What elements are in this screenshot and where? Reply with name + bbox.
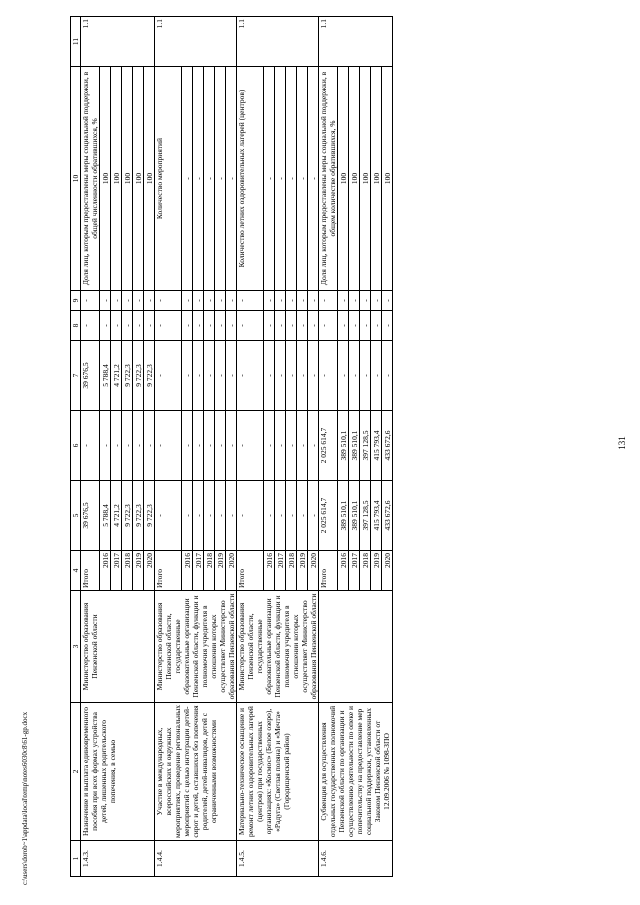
value-c8: - <box>111 311 122 341</box>
total-c5: - <box>155 481 182 551</box>
total-c9: - <box>155 291 182 311</box>
value-c5: 4 721,2 <box>111 481 122 551</box>
executor <box>319 591 393 703</box>
column-number: 8 <box>71 311 81 341</box>
column-number: 11 <box>71 17 81 67</box>
value-c5: 9 722,3 <box>144 481 155 551</box>
value-c8: - <box>193 311 204 341</box>
total-c6: - <box>81 411 100 481</box>
year-cell: 2020 <box>382 551 393 591</box>
indicator-value: 100 <box>382 67 393 291</box>
activity-name: Материально-техническое оснащение и ремонт летних оздоровительных лагерей (центров) при государственных организациях: «Космос» (Белое озеро), «Радуга» (Светлая поляна) и «Мечта» (Городищенский район) <box>237 703 319 841</box>
year-cell: 2016 <box>264 551 275 591</box>
value-c9: - <box>286 291 297 311</box>
total-c8: - <box>155 311 182 341</box>
value-c6: 389 510,1 <box>338 411 349 481</box>
column-number: 10 <box>71 67 81 291</box>
value-c9: - <box>193 291 204 311</box>
indicator-value: 100 <box>338 67 349 291</box>
value-c8: - <box>215 311 226 341</box>
value-c6: - <box>182 411 193 481</box>
value-c8: - <box>122 311 133 341</box>
value-c7: - <box>275 341 286 411</box>
indicator-name: Количество летних оздоровительных лагерей (центров) <box>237 67 264 291</box>
total-c8: - <box>319 311 338 341</box>
value-c8: - <box>133 311 144 341</box>
value-c9: - <box>182 291 193 311</box>
value-c5: 5 788,4 <box>100 481 111 551</box>
value-c6: - <box>308 411 319 481</box>
indicator-value: 100 <box>111 67 122 291</box>
task-reference: 1.1 <box>155 17 237 67</box>
value-c5: - <box>226 481 237 551</box>
period-total-label: Итого <box>155 551 182 591</box>
value-c7: - <box>360 341 371 411</box>
year-cell: 2016 <box>100 551 111 591</box>
value-c6: - <box>264 411 275 481</box>
value-c9: - <box>100 291 111 311</box>
value-c5: - <box>204 481 215 551</box>
value-c5: - <box>286 481 297 551</box>
value-c9: - <box>226 291 237 311</box>
value-c8: - <box>144 311 155 341</box>
total-c7: - <box>237 341 264 411</box>
year-cell: 2018 <box>286 551 297 591</box>
indicator-value: - <box>286 67 297 291</box>
value-c9: - <box>204 291 215 311</box>
indicator-value: 100 <box>100 67 111 291</box>
program-row-total <box>81 17 100 877</box>
value-c7: - <box>226 341 237 411</box>
executor: Министерство образования Пензенской области, государственные образовательные организации Пензенской области, функции и полномочия учредителя в отношении которых осуществляет Министерство образования Пензенской области <box>155 591 237 703</box>
column-number: 1 <box>71 841 81 877</box>
value-c6: - <box>226 411 237 481</box>
value-c5: 415 793,4 <box>371 481 382 551</box>
value-c7: - <box>204 341 215 411</box>
total-c6: 2 025 614,7 <box>319 411 338 481</box>
value-c9: - <box>215 291 226 311</box>
row-number: 1.4.6. <box>319 841 393 877</box>
column-number: 5 <box>71 481 81 551</box>
value-c8: - <box>275 311 286 341</box>
total-c9: - <box>319 291 338 311</box>
value-c8: - <box>349 311 360 341</box>
indicator-value: - <box>297 67 308 291</box>
program-table <box>70 16 393 877</box>
footer-file-path: c:\users\dorob~1\appdata\local\temp\notes6030c8\61-gp.docx <box>21 711 29 885</box>
value-c6: - <box>111 411 122 481</box>
value-c7: - <box>338 341 349 411</box>
value-c9: - <box>111 291 122 311</box>
period-total-label: Итого <box>319 551 338 591</box>
column-number: 4 <box>71 551 81 591</box>
value-c8: - <box>338 311 349 341</box>
activity-name: Субвенция для осуществления отдельных государственных полномочий Пензенской области по организации и осуществлению деятельности по опеке и попечительству на предоставление мер социальной поддержки, установленных Законом Пензенской области от 12.09.2006 № 1098-ЗПО <box>319 703 393 841</box>
indicator-value: - <box>308 67 319 291</box>
total-c7: - <box>319 341 338 411</box>
value-c5: 389 510,1 <box>349 481 360 551</box>
value-c9: - <box>297 291 308 311</box>
page-number: 131 <box>616 436 627 450</box>
value-c5: - <box>193 481 204 551</box>
executor: Министерство образования Пензенской области, государственные образовательные организации Пензенской области, функции и полномочия учредителя в отношении которых осуществляет Министерство образования Пензенской области <box>237 591 319 703</box>
indicator-value: - <box>215 67 226 291</box>
value-c7: - <box>308 341 319 411</box>
value-c9: - <box>264 291 275 311</box>
year-cell: 2017 <box>349 551 360 591</box>
year-cell: 2018 <box>204 551 215 591</box>
value-c6: 415 793,4 <box>371 411 382 481</box>
row-number: 1.4.3. <box>81 841 155 877</box>
total-c7: 39 676,5 <box>81 341 100 411</box>
indicator-name: Доля лиц, которым предоставлены меры социальной поддержки, в общей численности обратившихся, % <box>81 67 100 291</box>
rotated-table-wrapper <box>70 17 607 877</box>
indicator-value: - <box>182 67 193 291</box>
value-c7: - <box>193 341 204 411</box>
value-c7: - <box>382 341 393 411</box>
year-cell: 2016 <box>182 551 193 591</box>
year-cell: 2017 <box>275 551 286 591</box>
value-c9: - <box>382 291 393 311</box>
total-c7: - <box>155 341 182 411</box>
year-cell: 2020 <box>226 551 237 591</box>
indicator-value: 100 <box>349 67 360 291</box>
value-c6: 433 672,6 <box>382 411 393 481</box>
value-c9: - <box>308 291 319 311</box>
indicator-name: Количество мероприятий <box>155 67 182 291</box>
year-cell: 2017 <box>111 551 122 591</box>
value-c9: - <box>349 291 360 311</box>
year-cell: 2020 <box>144 551 155 591</box>
value-c9: - <box>133 291 144 311</box>
task-reference: 1.1 <box>319 17 393 67</box>
value-c5: 9 722,3 <box>122 481 133 551</box>
value-c9: - <box>360 291 371 311</box>
value-c7: 9 722,3 <box>122 341 133 411</box>
value-c7: - <box>286 341 297 411</box>
value-c6: - <box>133 411 144 481</box>
value-c5: - <box>182 481 193 551</box>
value-c7: - <box>215 341 226 411</box>
year-cell: 2019 <box>371 551 382 591</box>
activity-name: Назначение и выплата единовременного пособия при всех формах устройства детей, лишенных родительского попечения, в семью <box>81 703 155 841</box>
value-c8: - <box>286 311 297 341</box>
column-number-row <box>71 17 81 877</box>
total-c9: - <box>237 291 264 311</box>
year-cell: 2017 <box>193 551 204 591</box>
indicator-value: 100 <box>122 67 133 291</box>
indicator-value: - <box>226 67 237 291</box>
total-c5: - <box>237 481 264 551</box>
indicator-value: - <box>193 67 204 291</box>
program-row-total <box>319 17 338 877</box>
column-number: 2 <box>71 703 81 841</box>
indicator-value: - <box>204 67 215 291</box>
program-row-total <box>155 17 182 877</box>
value-c5: 433 672,6 <box>382 481 393 551</box>
indicator-value: - <box>264 67 275 291</box>
value-c6: - <box>286 411 297 481</box>
value-c7: 9 722,3 <box>144 341 155 411</box>
indicator-value: 100 <box>133 67 144 291</box>
column-number: 9 <box>71 291 81 311</box>
year-cell: 2019 <box>215 551 226 591</box>
total-c5: 2 025 614,7 <box>319 481 338 551</box>
value-c7: 5 788,4 <box>100 341 111 411</box>
value-c6: - <box>204 411 215 481</box>
value-c6: - <box>193 411 204 481</box>
column-number: 6 <box>71 411 81 481</box>
year-cell: 2019 <box>133 551 144 591</box>
value-c8: - <box>264 311 275 341</box>
value-c9: - <box>144 291 155 311</box>
value-c9: - <box>122 291 133 311</box>
value-c8: - <box>382 311 393 341</box>
year-cell: 2018 <box>122 551 133 591</box>
row-number: 1.4.4. <box>155 841 237 877</box>
value-c8: - <box>297 311 308 341</box>
total-c8: - <box>81 311 100 341</box>
value-c8: - <box>204 311 215 341</box>
value-c7: - <box>349 341 360 411</box>
year-cell: 2019 <box>297 551 308 591</box>
indicator-value: 100 <box>371 67 382 291</box>
year-cell: 2020 <box>308 551 319 591</box>
activity-name: Участие в международных, всероссийских и окружных мероприятиях, проведение региональных мероприятий с целью интеграции детей-сирот и детей, оставшихся без попечения родителей, детей-инвалидов, детей с ограниченными возможностями <box>155 703 237 841</box>
value-c9: - <box>275 291 286 311</box>
total-c8: - <box>237 311 264 341</box>
row-number: 1.4.5. <box>237 841 319 877</box>
total-c5: 39 676,5 <box>81 481 100 551</box>
column-number: 3 <box>71 591 81 703</box>
value-c8: - <box>360 311 371 341</box>
value-c8: - <box>100 311 111 341</box>
task-reference: 1.1 <box>237 17 319 67</box>
period-total-label: Итого <box>81 551 100 591</box>
total-c6: - <box>237 411 264 481</box>
table-body <box>71 17 393 877</box>
value-c6: - <box>100 411 111 481</box>
executor: Министерство образования Пензенской области <box>81 591 155 703</box>
value-c8: - <box>182 311 193 341</box>
total-c9: - <box>81 291 100 311</box>
year-cell: 2016 <box>338 551 349 591</box>
value-c5: 9 722,3 <box>133 481 144 551</box>
value-c5: - <box>308 481 319 551</box>
value-c6: 397 128,5 <box>360 411 371 481</box>
value-c5: - <box>264 481 275 551</box>
value-c7: - <box>182 341 193 411</box>
value-c8: - <box>226 311 237 341</box>
value-c6: - <box>215 411 226 481</box>
year-cell: 2018 <box>360 551 371 591</box>
task-reference: 1.1 <box>81 17 155 67</box>
value-c9: - <box>371 291 382 311</box>
value-c6: - <box>275 411 286 481</box>
value-c6: - <box>144 411 155 481</box>
indicator-value: - <box>275 67 286 291</box>
value-c8: - <box>371 311 382 341</box>
value-c5: - <box>215 481 226 551</box>
indicator-name: Доля лиц, которым предоставлены меры социальной поддержки, в общем количестве обратившихся, % <box>319 67 338 291</box>
value-c8: - <box>308 311 319 341</box>
value-c9: - <box>338 291 349 311</box>
value-c7: - <box>264 341 275 411</box>
value-c6: - <box>297 411 308 481</box>
period-total-label: Итого <box>237 551 264 591</box>
value-c6: - <box>122 411 133 481</box>
value-c5: - <box>275 481 286 551</box>
value-c7: - <box>371 341 382 411</box>
total-c6: - <box>155 411 182 481</box>
value-c7: 9 722,3 <box>133 341 144 411</box>
value-c6: 389 510,1 <box>349 411 360 481</box>
value-c5: - <box>297 481 308 551</box>
value-c7: - <box>297 341 308 411</box>
indicator-value: 100 <box>360 67 371 291</box>
value-c5: 389 510,1 <box>338 481 349 551</box>
value-c5: 397 128,5 <box>360 481 371 551</box>
value-c7: 4 721,2 <box>111 341 122 411</box>
program-row-total <box>237 17 264 877</box>
indicator-value: 100 <box>144 67 155 291</box>
column-number: 7 <box>71 341 81 411</box>
